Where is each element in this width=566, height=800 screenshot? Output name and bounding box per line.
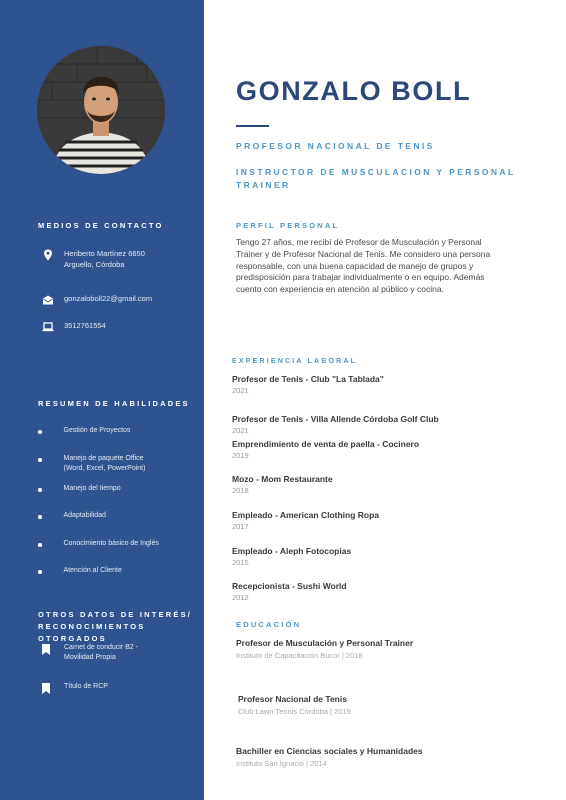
phone-row (42, 320, 106, 333)
education-entry-institution: Instituto de Capacitación Bucor | 2018 (236, 651, 363, 660)
other-heading-line-2: RECONOCIMIENTOS OTORGADOS (38, 622, 146, 643)
education-entry (236, 745, 423, 771)
job-entry-year: 2019 (232, 451, 249, 460)
job-entry-title: Recepcionista - Sushi World (232, 581, 347, 591)
skill-label-detail: (Word, Excel, PowerPoint) (63, 465, 146, 472)
experience-heading: EXPERIENCIA LABORAL (232, 358, 358, 365)
job-entry (232, 546, 351, 569)
profile-heading: PERFIL PERSONAL (236, 221, 340, 230)
job-title-1: PROFESOR NACIONAL DE TENIS (236, 141, 435, 151)
skills-heading: RESUMEN DE HABILIDADES (38, 399, 190, 408)
skill-label: Adaptabilidad (63, 512, 106, 519)
skill-item (38, 539, 159, 549)
skill-item (38, 566, 122, 576)
skill-label: Atención al Cliente (63, 567, 122, 574)
job-entry (232, 581, 347, 604)
job-entry (232, 510, 379, 533)
skill-label: Conocimiento básico de Inglés (63, 540, 159, 547)
job-entry-title: Mozo - Mom Restaurante (232, 474, 333, 484)
skill-item (38, 426, 130, 436)
name-divider (236, 125, 269, 127)
email-row (42, 293, 152, 306)
job-entry (232, 414, 439, 437)
contact-heading: MEDIOS DE CONTACTO (38, 221, 164, 230)
job-entry-title: Emprendimiento de venta de paella - Cocinero (232, 439, 420, 449)
profile-photo (37, 46, 165, 174)
education-entry-title: Profesor Nacional de Tenis (238, 694, 347, 704)
job-entry (232, 474, 333, 497)
bullet-icon (38, 570, 42, 574)
job-entry-title: Profesor de Tenis - Villa Allende Córdoba Golf Club (232, 414, 439, 424)
laptop-icon (42, 321, 54, 333)
job-entry-year: 2015 (232, 558, 249, 567)
job-entry-year: 2021 (232, 426, 249, 435)
education-heading: EDUCACIÓN (236, 620, 302, 629)
job-entry-year: 2017 (232, 522, 249, 531)
profile-summary: Tengo 27 años, me recibí de Profesor de Musculación y Personal Trainer y de Profesor Nacional de Tenis. Me considero una persona responsable, con una buena capacidad de manejo de grupos y predisposición para trabajar individualmente o en equipo. Además cuento con experiencia en atención al público y cocina. (236, 237, 491, 295)
address-line-2: Arguello, Córdoba (64, 260, 125, 269)
phone-text: 3512761554 (64, 321, 106, 330)
other-item-detail: Movilidad Propia (64, 654, 116, 661)
email-text: gonzaloboll22@gmail.com (64, 294, 153, 303)
skill-label: Gestión de Proyectos (63, 427, 131, 434)
bullet-icon (38, 458, 42, 462)
job-entry-title: Empleado - Aleph Fotocopias (232, 546, 352, 556)
job-entry (232, 439, 419, 462)
education-entry (236, 637, 413, 663)
skill-item (38, 511, 106, 521)
job-entry (232, 374, 384, 397)
job-title-2-cont: TRAINER (236, 180, 291, 190)
sidebar (0, 0, 204, 800)
education-entry-title: Bachiller en Ciencias sociales y Humanidades (236, 746, 423, 756)
job-entry-title: Profesor de Tenis - Club "La Tablada" (232, 374, 384, 384)
education-entry-institution: Instituto San Ignacio | 2014 (236, 759, 327, 768)
job-entry-title: Empleado - American Clothing Ropa (232, 510, 380, 520)
envelope-icon (42, 294, 54, 306)
other-item (42, 643, 138, 663)
other-heading-line-1: OTROS DATOS DE INTERÉS/ (38, 610, 193, 619)
education-entry-title: Profesor de Musculación y Personal Trainer (236, 638, 414, 648)
education-entry (238, 693, 351, 719)
other-heading (38, 609, 204, 645)
job-entry-year: 2021 (232, 386, 249, 395)
education-entry-institution: Club Lawn Tennis Córdoba | 2019 (238, 707, 351, 716)
job-title-2: INSTRUCTOR DE MUSCULACION Y PERSONAL (236, 167, 516, 177)
job-entry-year: 2012 (232, 593, 249, 602)
person-name: GONZALO BOLL (236, 76, 472, 106)
bookmark-icon (42, 683, 50, 694)
address-row (42, 248, 145, 270)
skill-label: Manejo del tiempo (63, 485, 121, 492)
bullet-icon (38, 543, 42, 547)
other-item (42, 682, 108, 694)
job-entry-year: 2018 (232, 486, 249, 495)
location-pin-icon (42, 249, 54, 261)
skill-label: Manejo de paquete Office (63, 455, 144, 462)
bullet-icon (38, 515, 42, 519)
bookmark-icon (42, 644, 50, 655)
bullet-icon (38, 488, 42, 492)
address-line-1: Heriberto Martínez 6650 (64, 249, 145, 258)
bullet-icon (38, 430, 42, 434)
other-item-label: Título de RCP (64, 683, 108, 690)
other-item-label: Carnet de conducir B2 - (64, 644, 138, 651)
skill-item (38, 484, 121, 494)
skill-item (38, 454, 145, 474)
